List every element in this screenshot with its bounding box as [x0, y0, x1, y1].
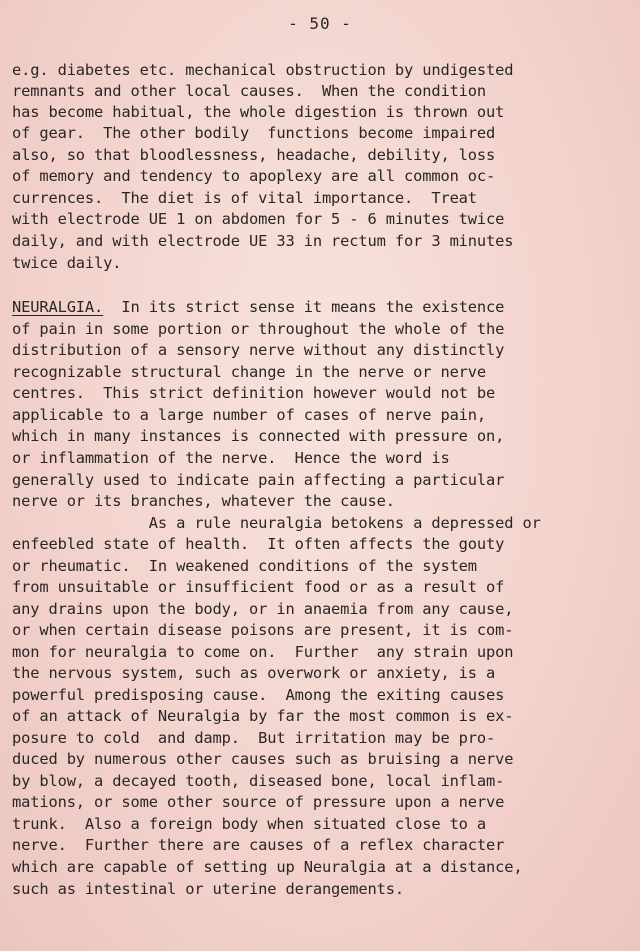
- text-line: the nervous system, such as overwork or anxiety, is a: [12, 664, 496, 682]
- text-line: also, so that bloodlessness, headache, debility, loss: [12, 146, 496, 164]
- text-line: duced by numerous other causes such as bruising a nerve: [12, 750, 514, 768]
- text-line: has become habitual, the whole digestion is thrown out: [12, 103, 505, 121]
- section-heading: NEURALGIA.: [12, 298, 104, 316]
- text-line: mon for neuralgia to come on. Further any strain upon: [12, 643, 514, 661]
- page-number: - 50 -: [288, 14, 352, 33]
- text-line: As a rule neuralgia betokens a depressed or: [12, 514, 541, 532]
- text-line: from unsuitable or insufficient food or as a result of: [12, 578, 505, 596]
- text-line: distribution of a sensory nerve without any distinctly: [12, 341, 505, 359]
- text-span: In its strict sense it means the existence: [103, 298, 505, 316]
- text-line: of memory and tendency to apoplexy are all common oc-: [12, 167, 496, 185]
- text-line: currences. The diet is of vital importance. Treat: [12, 189, 477, 207]
- section-first-line: [12, 297, 504, 317]
- text-line: recognizable structural change in the nerve or nerve: [12, 363, 487, 381]
- text-line: any drains upon the body, or in anaemia from any cause,: [12, 600, 514, 618]
- text-line: such as intestinal or uterine derangements.: [12, 880, 404, 898]
- text-line: trunk. Also a foreign body when situated close to a: [12, 815, 487, 833]
- text-line: with electrode UE 1 on abdomen for 5 - 6 minutes twice: [12, 210, 505, 228]
- text-line: generally used to indicate pain affecting a particular: [12, 471, 505, 489]
- text-line: which in many instances is connected with pressure on,: [12, 427, 505, 445]
- text-line: of pain in some portion or throughout the whole of the: [12, 320, 505, 338]
- text-line: or when certain disease poisons are present, it is com-: [12, 621, 514, 639]
- text-line: centres. This strict definition however would not be: [12, 384, 496, 402]
- text-line: daily, and with electrode UE 33 in rectum for 3 minutes: [12, 232, 514, 250]
- text-line: powerful predisposing cause. Among the exiting causes: [12, 686, 505, 704]
- text-line: which are capable of setting up Neuralgia at a distance,: [12, 858, 523, 876]
- text-line: or inflammation of the nerve. Hence the word is: [12, 449, 450, 467]
- text-line: remnants and other local causes. When the condition: [12, 82, 487, 100]
- text-line: nerve or its branches, whatever the cause.: [12, 492, 395, 510]
- text-line: mations, or some other source of pressure upon a nerve: [12, 793, 505, 811]
- text-line: posure to cold and damp. But irritation may be pro-: [12, 729, 496, 747]
- text-line: of an attack of Neuralgia by far the most common is ex-: [12, 707, 514, 725]
- text-line: twice daily.: [12, 254, 122, 272]
- text-line: of gear. The other bodily functions become impaired: [12, 124, 496, 142]
- text-line: applicable to a large number of cases of nerve pain,: [12, 406, 487, 424]
- text-line: or rheumatic. In weakened conditions of the system: [12, 557, 477, 575]
- text-line: nerve. Further there are causes of a reflex character: [12, 836, 505, 854]
- text-line: enfeebled state of health. It often affects the gouty: [12, 535, 505, 553]
- text-line: e.g. diabetes etc. mechanical obstruction by undigested: [12, 61, 514, 79]
- text-line: by blow, a decayed tooth, diseased bone, local inflam-: [12, 772, 505, 790]
